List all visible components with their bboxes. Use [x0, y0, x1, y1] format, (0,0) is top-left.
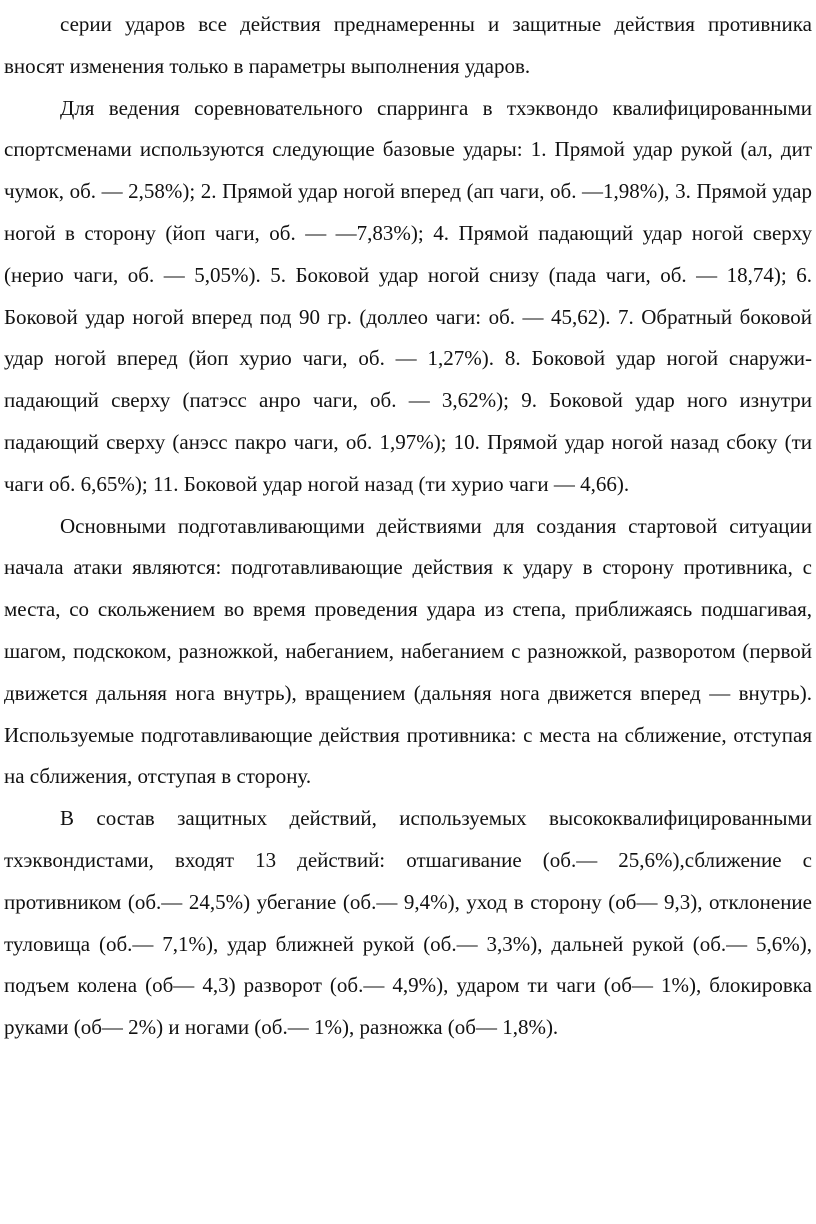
paragraph-3: Основными подготавливающими действиями для создания стартовой ситуации начала атаки являются: подготавливающие действия к удару в сторону противника, с места, со скольжением во время проведения удара из степа, приближаясь подшагивая, шагом, подскоком, разножкой, набеганием, набеганием с разножкой, разворотом (первой движется дальняя нога внутрь), вращением (дальняя нога движется вперед — внутрь). Используемые подготавливающие действия противника: с места на сближение, отступая на сближения, отступая в сторону.	[4, 513, 812, 789]
paragraph-1: серии ударов все действия преднамеренны и защитные действия противника вносят изменения только в параметры выполнения ударов.	[4, 12, 812, 78]
paragraph-4: В состав защитных действий, используемых высококвалифицированными тхэквондистами, входят 13 действий: отшагивание (об.— 25,6%),сближение с противником (об.— 24,5%) убегание (об.— 9,4%), уход в сторону (об— 9,3), отклонение туловища (об.— 7,1%), удар ближней рукой (об.— 3,3%), дальней рукой (об.— 5,6%), подъем колена (об— 4,3) разворот (об.— 4,9%), ударом ти чаги (об— 1%), блокировка руками (об— 2%) и ногами (об.— 1%), разножка (об— 1,8%).	[4, 806, 812, 1040]
paragraph-2: Для ведения соревновательного спарринга в тхэквондо квалифицированными спортсменами используются следующие базовые удары: 1. Прямой удар рукой (ал, дит чумок, об. — 2,58%); 2. Прямой удар ногой вперед (ап чаги, об. —1,98%), 3. Прямой удар ногой в сторону (йоп чаги, об. — —7,83%); 4. Прямой падающий удар ногой сверху (нерио чаги, об. — 5,05%). 5. Боковой удар ногой снизу (пада чаги, об. — 18,74); 6. Боковой удар ногой вперед под 90 гр. (доллео чаги: об. — 45,62). 7. Обратный боковой удар ногой вперед (йоп хурио чаги, об. — 1,27%). 8. Боковой удар ногой снаружи-падающий сверху (патэсс анро чаги, об. — 3,62%); 9. Боковой удар ного изнутри падающий сверху (анэсс пакро чаги, об. 1,97%); 10. Прямой удар ногой назад сбоку (ти чаги об. 6,65%); 11. Боковой удар ногой назад (ти хурио чаги — 4,66).	[4, 95, 812, 496]
